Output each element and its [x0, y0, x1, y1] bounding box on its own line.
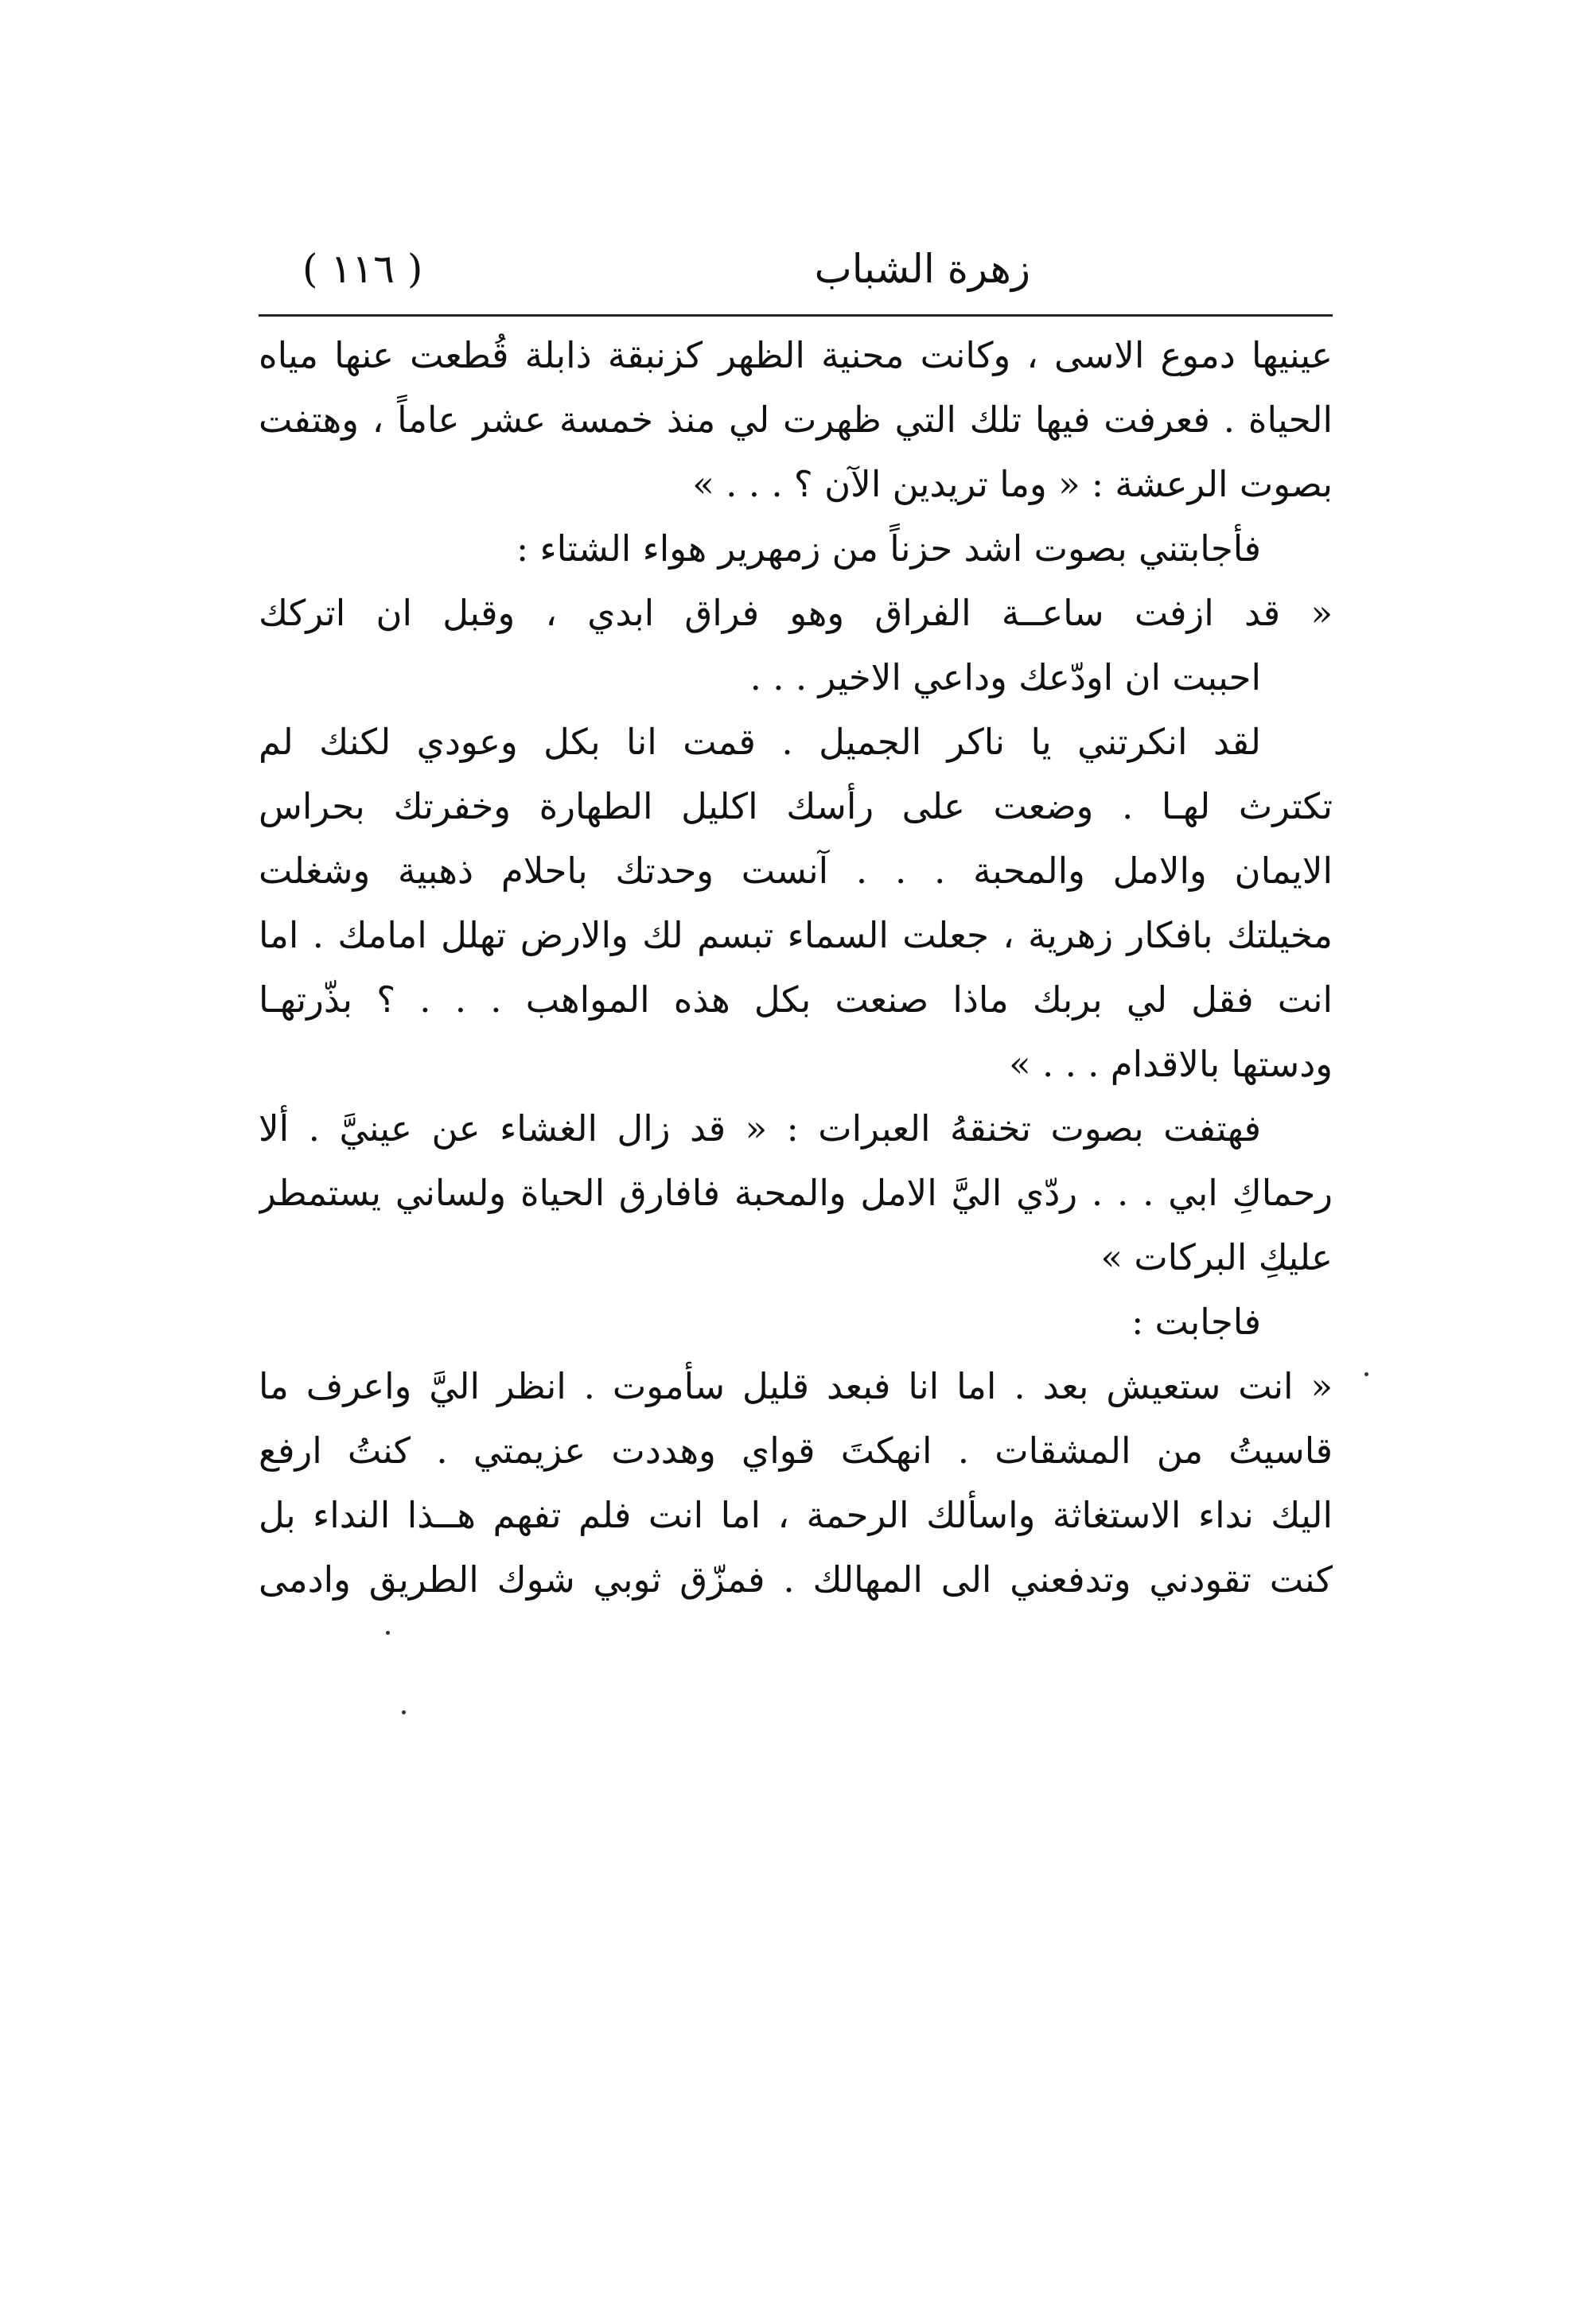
- text-line-5: « قد ازفت ساعــة الفراق وهو فراق ابدي ، وقبل ان اتركك: [259, 592, 1333, 634]
- text-line-7: لقد انكرتني يا ناكر الجميل . قمت انا بكل وعودي لكنك لم: [259, 721, 1261, 763]
- text-line-10: مخيلتك بافكار زهرية ، جعلت السماء تبسم لك والارض تهلل امامك . اما: [259, 914, 1333, 956]
- scan-speck: [386, 1631, 390, 1635]
- page-number: ( ١١٦ ): [302, 246, 423, 292]
- text-line-2: الحياة . فعرفت فيها تلك التي ظهرت لي منذ خمسة عشر عاماً ، وهتفت: [259, 399, 1333, 441]
- text-line-14: رحماكِ ابي . . . ردّي اليَّ الامل والمحبة فافارق الحياة ولساني يستمطر: [259, 1172, 1333, 1214]
- text-line-12: ودستها بالاقدام . . . »: [1009, 1043, 1333, 1085]
- text-line-11: انت فقل لي بربك ماذا صنعت بكل هذه المواهب . . . ؟ بذّرتهـا: [259, 979, 1333, 1021]
- text-line-20: كنت تقودني وتدفعني الى المهالك . فمزّق ثوبي شوك الطريق وادمى: [259, 1558, 1333, 1601]
- text-line-4: فأجابتني بصوت اشد حزناً من زمهرير هواء الشتاء :: [516, 527, 1261, 570]
- text-line-13: فهتفت بصوت تخنقهُ العبرات : « قد زال الغشاء عن عينيَّ . ألا: [259, 1107, 1261, 1150]
- text-line-9: الايمان والامل والمحبة . . . آنست وحدتك باحلام ذهبية وشغلت: [259, 850, 1333, 892]
- text-line-6: احببت ان اودّعك وداعي الاخير . . .: [749, 656, 1261, 698]
- scan-speck: [1364, 1372, 1368, 1376]
- text-line-15: عليكِ البركات »: [1100, 1236, 1333, 1278]
- body-text: [259, 326, 1333, 1615]
- header-rule: [259, 314, 1333, 317]
- text-line-18: قاسيتُ من المشقات . انهكتَ قواي وهددت عزيمتي . كنتُ ارفع: [259, 1430, 1333, 1472]
- text-line-8: تكترث لهـا . وضعت على رأسك اكليل الطهارة وخفرتك بحراس: [259, 785, 1333, 827]
- text-line-17: « انت ستعيش بعد . اما انا فبعد قليل سأموت . انظر اليَّ واعرف ما: [259, 1365, 1333, 1407]
- running-header: [259, 237, 1333, 309]
- scan-speck: [402, 1710, 406, 1714]
- running-title: زهرة الشباب: [814, 246, 1030, 292]
- text-line-3: بصوت الرعشة : « وما تريدين الآن ؟ . . . »: [692, 463, 1333, 505]
- text-line-19: اليك نداء الاستغاثة واسألك الرحمة ، اما انت فلم تفهم هــذا النداء بل: [259, 1494, 1333, 1536]
- text-line-16: فاجابت :: [1131, 1301, 1261, 1343]
- text-line-1: عينيها دموع الاسى ، وكانت محنية الظهر كزنبقة ذابلة قُطعت عنها مياه: [259, 334, 1333, 376]
